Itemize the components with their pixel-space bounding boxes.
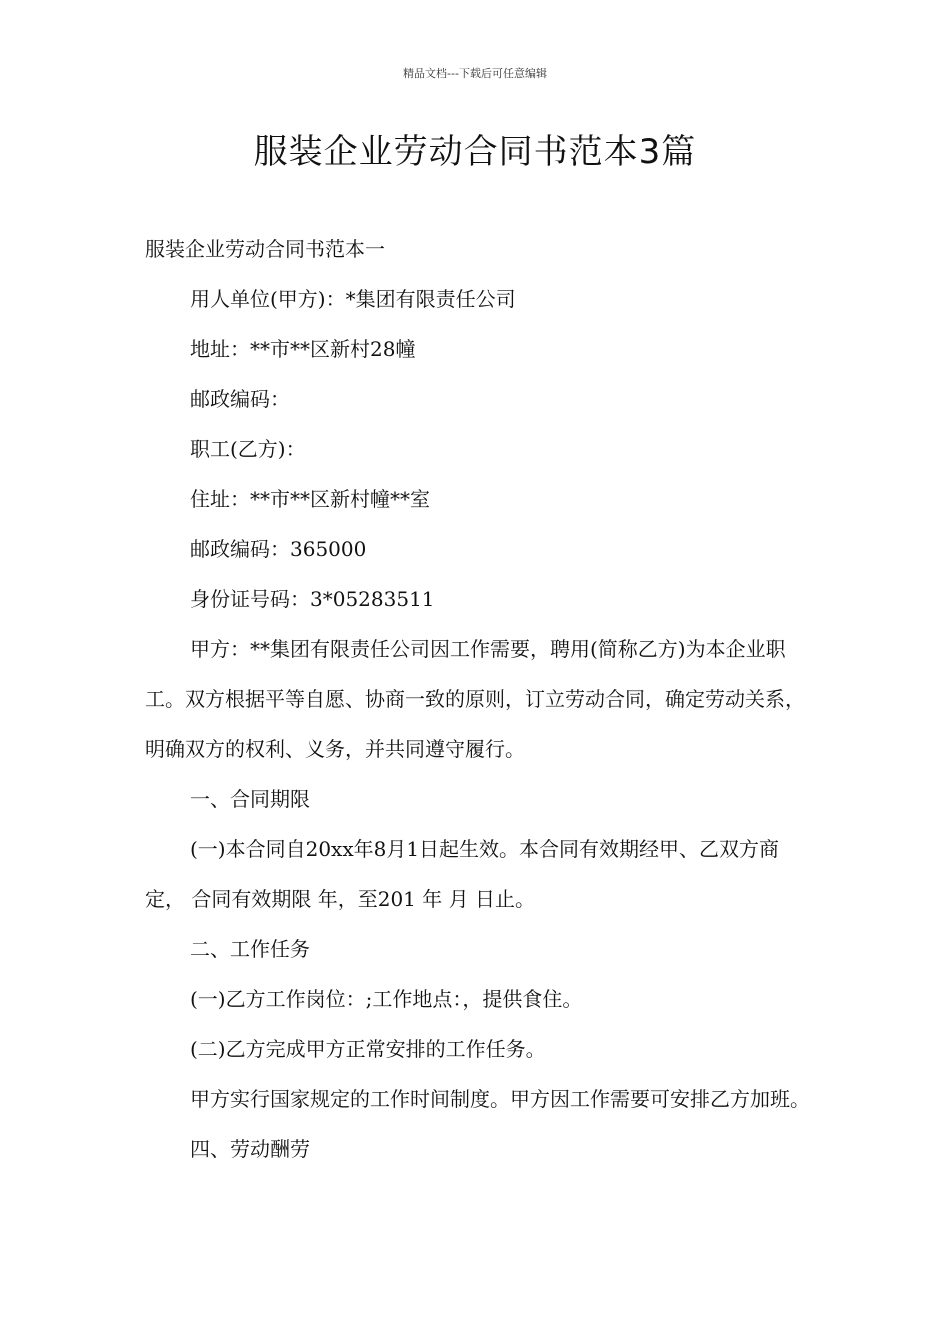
clause-paragraph: 甲方实行国家规定的工作时间制度。甲方因工作需要可安排乙方加班。	[190, 1087, 810, 1111]
clause-paragraph: (二)乙方完成甲方正常安排的工作任务。	[190, 1037, 546, 1061]
employee-address-line: 住址：**市**区新村幢**室	[190, 487, 430, 511]
clause-heading: 一、合同期限	[190, 787, 310, 811]
employer-line: 用人单位(甲方)：*集团有限责任公司	[190, 287, 516, 311]
document-body	[145, 224, 810, 1174]
clause-paragraph: (一)本合同自20xx年8月1日起生效。本合同有效期经甲、乙双方商定， 合同有效期限 年，至201 年 月 日止。	[145, 837, 780, 911]
employer-postcode-line: 邮政编码：	[190, 387, 290, 411]
header-note: 精品文档---下载后可任意编辑	[403, 67, 547, 80]
document-title: 服装企业劳动合同书范本3篇	[253, 132, 697, 172]
clause-paragraph: (一)乙方工作岗位：;工作地点：，提供食住。	[190, 987, 583, 1011]
clause-heading: 二、工作任务	[190, 937, 310, 961]
employee-postcode-line: 邮政编码：365000	[190, 537, 367, 561]
id-number-line: 身份证号码：3*05283511	[190, 587, 435, 611]
preamble-paragraph: 甲方：**集团有限责任公司因工作需要，聘用(简称乙方)为本企业职工。双方根据平等自愿、协商一致的原则，订立劳动合同，确定劳动关系，明确双方的权利、义务，并共同遵守履行。	[145, 637, 805, 761]
employee-line: 职工(乙方)：	[190, 437, 306, 461]
employer-address-line: 地址：**市**区新村28幢	[190, 337, 416, 361]
section-heading: 服装企业劳动合同书范本一	[145, 237, 385, 261]
clause-heading: 四、劳动酬劳	[190, 1137, 310, 1161]
